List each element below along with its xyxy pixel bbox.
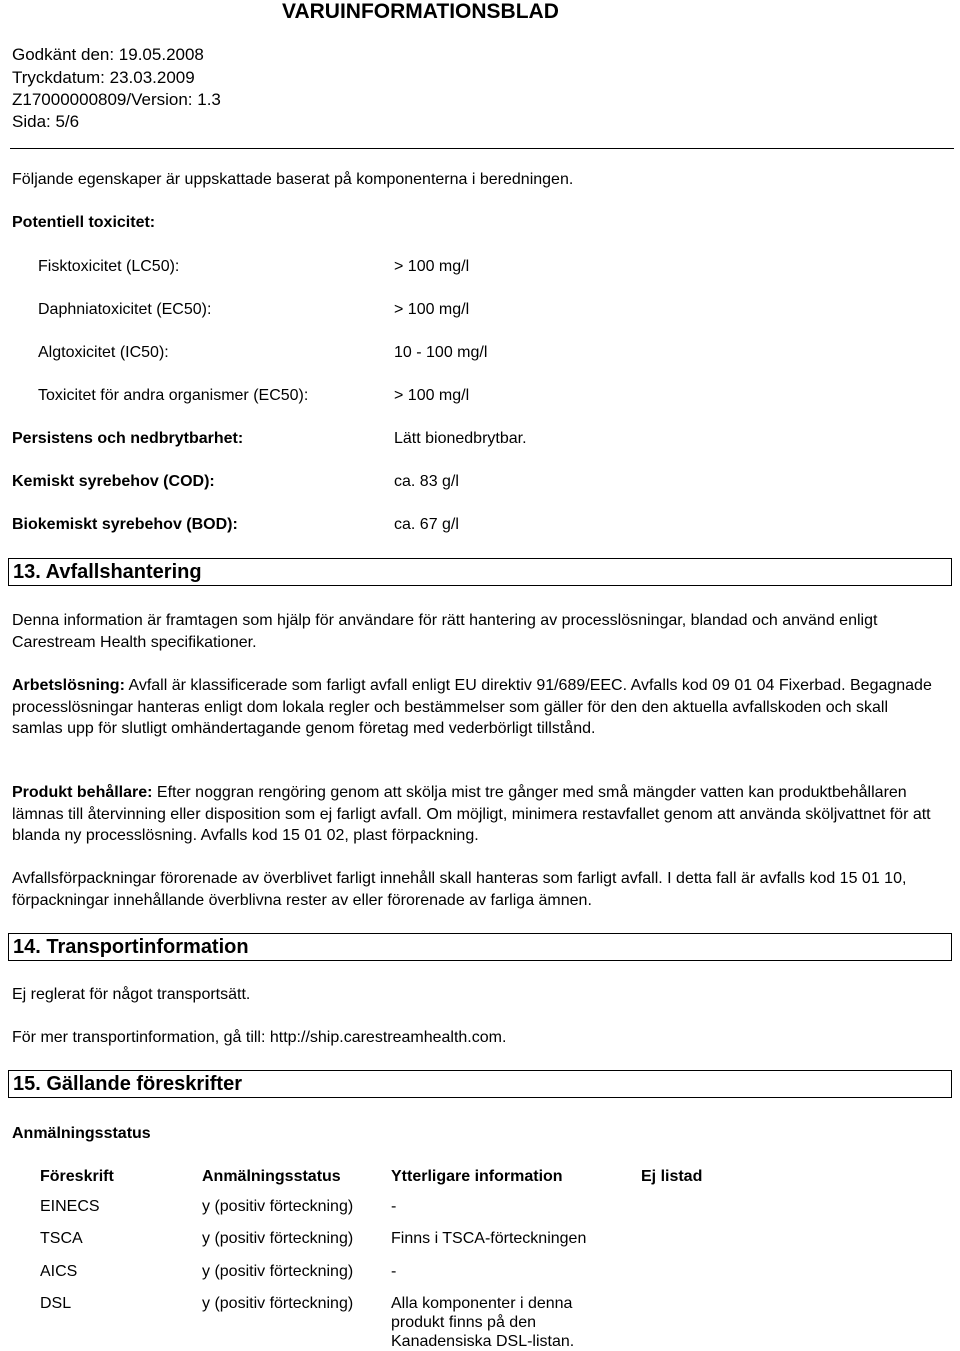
cod-label: Kemiskt syrebehov (COD): xyxy=(12,473,215,490)
paragraph-label: Arbetslösning: xyxy=(12,677,125,694)
persistence-label: Persistens och nedbrytbarhet: xyxy=(12,430,244,447)
persistence-value: Lätt bionedbrytbar. xyxy=(394,430,527,447)
tox-value: > 100 mg/l xyxy=(394,301,470,318)
table-cell: Finns i TSCA-förteckningen xyxy=(391,1230,587,1247)
bod-value: ca. 67 g/l xyxy=(394,516,459,533)
tox-label: Fisktoxicitet (LC50): xyxy=(38,258,180,275)
table-cell: TSCA xyxy=(40,1230,83,1247)
document-title: VARUINFORMATIONSBLAD xyxy=(282,0,559,23)
section-14-header xyxy=(8,933,952,961)
section-13-title: 13. Avfallshantering xyxy=(13,561,202,583)
intro-text: Följande egenskaper är uppskattade baserat på komponenterna i beredningen. xyxy=(12,171,574,188)
bod-label: Biokemiskt syrebehov (BOD): xyxy=(12,516,238,533)
paragraph-text: Efter noggran rengöring genom att skölja mist tre gånger med små mängder vatten kan produktbehållaren lämnas till återvinning eller disposition som ej farligt avfall. Om möjligt, minimera restavfallet genom att använda sköljvattnet för att blanda ny processlösning. Avfalls kod 15 01 02, plast förpackning. xyxy=(12,784,931,844)
table-cell: y (positiv förteckning) xyxy=(202,1198,354,1215)
table-header-cell: Ytterligare information xyxy=(391,1168,563,1185)
table-cell: EINECS xyxy=(40,1198,100,1215)
table-cell: y (positiv förteckning) xyxy=(202,1230,354,1247)
transport-link-text: För mer transportinformation, gå till: http://ship.carestreamhealth.com. xyxy=(12,1029,507,1046)
table-cell: AICS xyxy=(40,1263,78,1280)
tox-label: Toxicitet för andra organismer (EC50): xyxy=(38,387,309,404)
section-13-paragraph xyxy=(12,675,932,740)
section-14-title: 14. Transportinformation xyxy=(13,936,249,958)
table-cell: DSL xyxy=(40,1295,72,1312)
section-13-paragraph: Avfallsförpackningar förorenade av överblivet farligt innehåll skall hanteras som farligt avfall. I detta fall är avfalls kod 15 01 10, förpackningar innehållande överblivna rester av eller förorenade av farliga ämnen. xyxy=(12,870,907,909)
toxicity-heading: Potentiell toxicitet: xyxy=(12,214,156,231)
table-cell: - xyxy=(391,1263,397,1280)
table-header-cell: Anmälningsstatus xyxy=(202,1168,341,1185)
section-15-title: 15. Gällande föreskrifter xyxy=(13,1073,242,1095)
table-header-cell: Ej listad xyxy=(641,1168,703,1185)
print-date: Tryckdatum: 23.03.2009 xyxy=(12,68,195,87)
table-cell: - xyxy=(391,1198,397,1215)
table-cell: y (positiv förteckning) xyxy=(202,1295,354,1312)
section-13-paragraph: Denna information är framtagen som hjälp för användare för rätt hantering av processlösningar, blandad och använd enligt Carestream Health specifikationer. xyxy=(12,612,878,651)
tox-value: 10 - 100 mg/l xyxy=(394,344,488,361)
page-number: Sida: 5/6 xyxy=(12,112,80,131)
section-15-header xyxy=(8,1070,952,1098)
tox-label: Algtoxicitet (IC50): xyxy=(38,344,169,361)
table-cell: y (positiv förteckning) xyxy=(202,1263,354,1280)
table-cell: Alla komponenter i denna produkt finns på den Kanadensiska DSL-listan. xyxy=(391,1295,575,1350)
paragraph-label: Produkt behållare: xyxy=(12,784,153,801)
cod-value: ca. 83 g/l xyxy=(394,473,459,490)
approved-date: Godkänt den: 19.05.2008 xyxy=(12,45,204,64)
table-header-cell: Föreskrift xyxy=(40,1168,114,1185)
tox-label: Daphniatoxicitet (EC50): xyxy=(38,301,212,318)
section-13-header xyxy=(8,558,952,586)
section-13-paragraph xyxy=(12,782,932,847)
transport-text: Ej reglerat för något transportsätt. xyxy=(12,986,251,1003)
notification-status-heading: Anmälningsstatus xyxy=(12,1125,151,1142)
tox-value: > 100 mg/l xyxy=(394,387,470,404)
version: Z17000000809/Version: 1.3 xyxy=(12,90,221,109)
paragraph-text: Avfall är klassificerade som farligt avfall enligt EU direktiv 91/689/EEC. Avfalls kod 09 01 04 Fixerbad. Begagnade processlösningar hanteras enligt dom lokala regler och bestämmelser som gäller för den den aktuella avfallskoden och skall samlas upp för slutligt omhändertagande genom företag med vederbörligt tillstånd. xyxy=(12,677,932,737)
tox-value: > 100 mg/l xyxy=(394,258,470,275)
header-divider xyxy=(10,148,954,149)
